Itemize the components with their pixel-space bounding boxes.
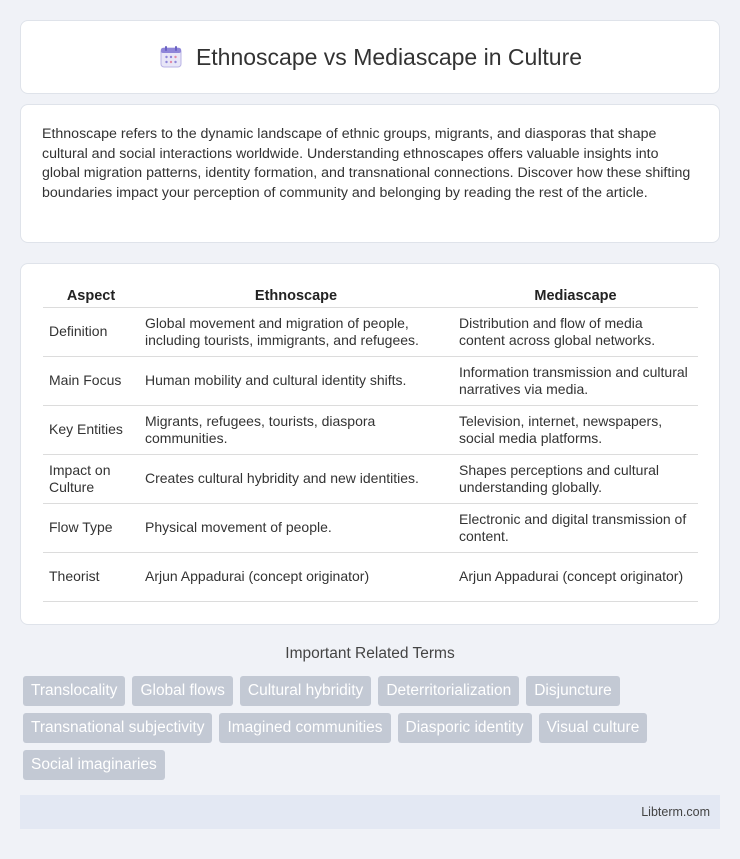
- term-tag[interactable]: Visual culture: [539, 713, 648, 743]
- table-row: [43, 455, 698, 504]
- table-row: [43, 553, 698, 602]
- footer-site-link[interactable]: Libterm.com: [641, 805, 710, 819]
- page-title: Ethnoscape vs Mediascape in Culture: [195, 43, 583, 70]
- cell-mediascape: Distribution and flow of media content across global networks.: [453, 308, 698, 357]
- cell-aspect: Theorist: [43, 553, 139, 602]
- cell-aspect: Definition: [43, 308, 139, 357]
- cell-mediascape: Shapes perceptions and cultural understanding globally.: [453, 455, 698, 504]
- term-tag[interactable]: Translocality: [23, 676, 125, 706]
- calendar-icon: [158, 44, 184, 70]
- title-card: [20, 20, 720, 94]
- cell-mediascape: Television, internet, newspapers, social media platforms.: [453, 406, 698, 455]
- cell-ethnoscape: Physical movement of people.: [139, 504, 453, 553]
- header-mediascape: Mediascape: [453, 284, 698, 308]
- cell-ethnoscape: Arjun Appadurai (concept originator): [139, 553, 453, 602]
- table-row: [43, 357, 698, 406]
- table-row: [43, 406, 698, 455]
- cell-aspect: Main Focus: [43, 357, 139, 406]
- cell-ethnoscape: Human mobility and cultural identity shifts.: [139, 357, 453, 406]
- term-tag[interactable]: Imagined communities: [219, 713, 390, 743]
- cell-aspect: Key Entities: [43, 406, 139, 455]
- header-ethnoscape: Ethnoscape: [139, 284, 453, 308]
- cell-aspect: Flow Type: [43, 504, 139, 553]
- related-terms-title: Important Related Terms: [285, 645, 455, 662]
- cell-mediascape: Arjun Appadurai (concept originator): [453, 553, 698, 602]
- term-tag[interactable]: Social imaginaries: [23, 750, 165, 780]
- term-tag[interactable]: Diasporic identity: [398, 713, 532, 743]
- related-terms-list: [23, 676, 723, 780]
- term-tag[interactable]: Transnational subjectivity: [23, 713, 212, 743]
- cell-ethnoscape: Migrants, refugees, tourists, diaspora communities.: [139, 406, 453, 455]
- term-tag[interactable]: Global flows: [132, 676, 232, 706]
- table-row: [43, 504, 698, 553]
- footer: [20, 795, 720, 829]
- cell-mediascape: Electronic and digital transmission of content.: [453, 504, 698, 553]
- cell-ethnoscape: Global movement and migration of people, including tourists, immigrants, and refugees.: [139, 308, 453, 357]
- cell-aspect: Impact on Culture: [43, 455, 139, 504]
- table-row: [43, 308, 698, 357]
- term-tag[interactable]: Disjuncture: [526, 676, 620, 706]
- cell-ethnoscape: Creates cultural hybridity and new identities.: [139, 455, 453, 504]
- header-aspect: Aspect: [43, 284, 139, 308]
- cell-mediascape: Information transmission and cultural narratives via media.: [453, 357, 698, 406]
- intro-text: Ethnoscape refers to the dynamic landscape of ethnic groups, migrants, and diasporas that shape cultural and social interactions worldwide. Understanding ethnoscapes offers valuable insights into global migration patterns, identity formation, and transnational connections. Discover how these shifting boundaries impact your perception of community and belonging by reading the rest of the article.: [42, 126, 691, 201]
- intro-card: [20, 104, 720, 243]
- comparison-card: [20, 263, 720, 625]
- comparison-table: [43, 284, 698, 602]
- term-tag[interactable]: Deterritorialization: [378, 676, 519, 706]
- term-tag[interactable]: Cultural hybridity: [240, 676, 371, 706]
- table-header-row: [43, 284, 698, 308]
